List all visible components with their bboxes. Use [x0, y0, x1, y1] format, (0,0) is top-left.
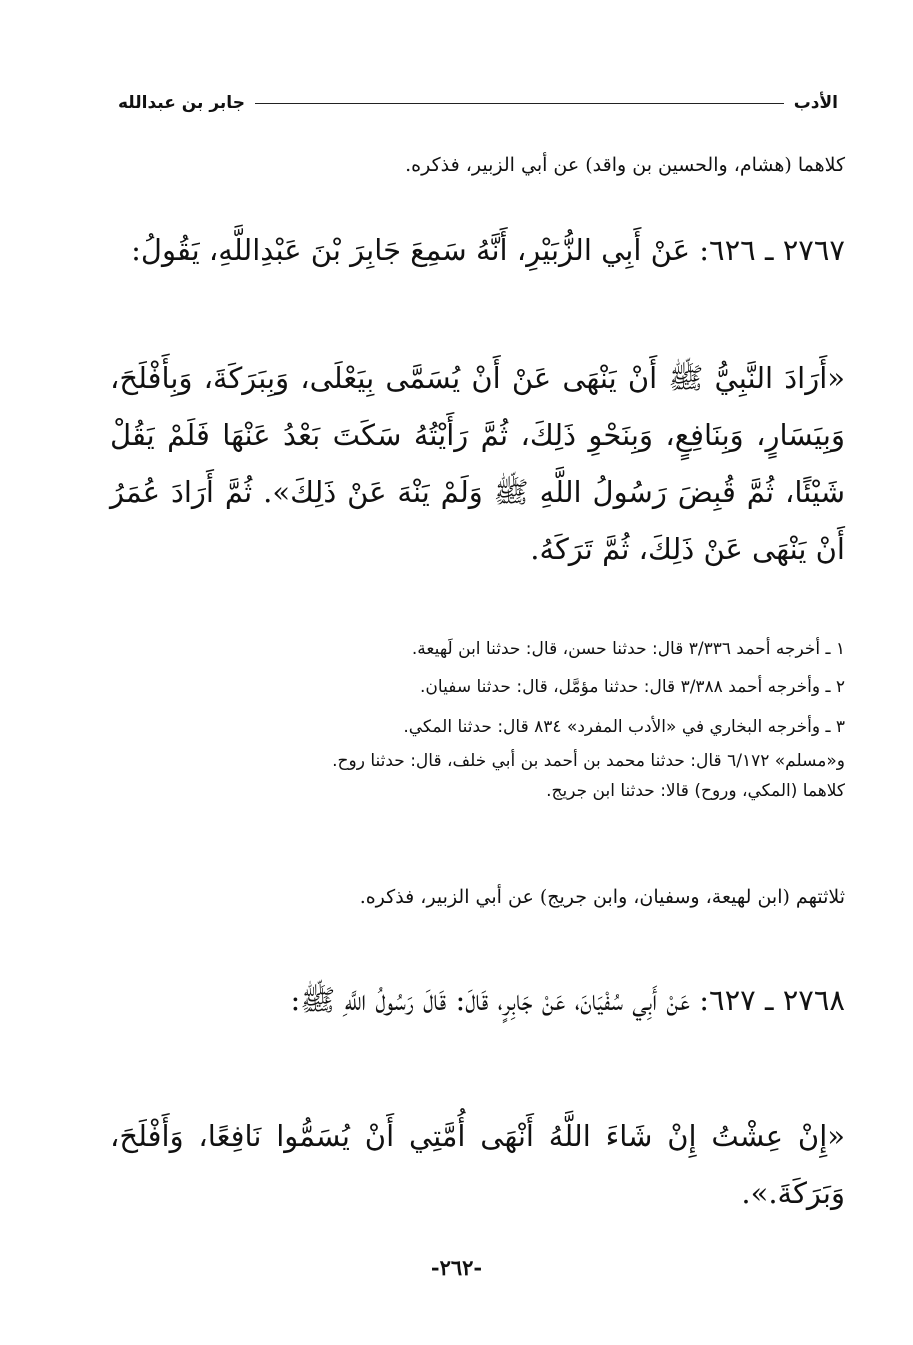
- note-2: ٢ ـ وأخرجه أحمد ٣/٣٨٨ قال: حدثنا مؤمَّل، قال: حدثنا سفيان.: [420, 677, 845, 697]
- hadith-2768-heading-text: ٢٧٦٨ ـ ٦٢٧: عَنْ أَبِي سُفْيَانَ، عَنْ جَابِرٍ، قَالَ: قَالَ رَسُولُ اللَّهِ ﷺ:: [290, 983, 845, 1017]
- hadith-2768-text: «إِنْ عِشْتُ إِنْ شَاءَ اللَّهُ أَنْهَى أُمَّتِي أَنْ يُسَمُّوا نَافِعًا، وَأَفْلَحَ، وَبَرَكَةَ.».: [110, 1119, 845, 1210]
- intro-text: كلاهما (هشام، والحسين بن واقد) عن أبي الزبير، فذكره.: [405, 154, 845, 176]
- page-number: -٢٦٢-: [430, 1255, 483, 1280]
- note-1: ١ ـ أخرجه أحمد ٣/٣٣٦ قال: حدثنا حسن، قال: حدثنا ابن لَهيعة.: [411, 639, 845, 659]
- header-narrator: جابر بن عبدالله: [118, 93, 245, 113]
- takhrij-notes: [110, 630, 865, 806]
- hadith-2767-heading-text: ٢٧٦٧ ـ ٦٢٦: عَنْ أَبِي الزُّبَيْرِ، أَنَّهُ سَمِعَ جَابِرَ بْنَ عَبْدِاللَّهِ، يَقُولُ:: [131, 233, 845, 267]
- note-3: ٣ ـ وأخرجه البخاري في «الأدب المفرد» ٨٣٤ قال: حدثنا المكي.: [403, 717, 845, 737]
- header-rule: [255, 103, 784, 104]
- hadith-2767-heading: [110, 222, 845, 279]
- running-header: [118, 88, 838, 118]
- hadith-2767-text: «أَرَادَ النَّبِيُّ ﷺ أَنْ يَنْهَى عَنْ أَنْ يُسَمَّى بِيَعْلَى، وَبِبَرَكَةَ، وَبِأَفْلَحَ، وَبِيَسَارٍ، وَبِنَافِعٍ، وَبِنَحْوِ ذَلِكَ، ثُمَّ رَأَيْتُهُ سَكَتَ بَعْدُ عَنْهَا فَلَمْ يَقُلْ شَيْئًا، ثُمَّ قُبِضَ رَسُولُ اللَّهِ ﷺ وَلَمْ يَنْهَ عَنْ ذَلِكَ». ثُمَّ أَرَادَ عُمَرُ أَنْ يَنْهَى عَنْ ذَلِكَ، ثُمَّ تَرَكَهُ.: [110, 361, 845, 566]
- header-chapter: الأدب: [793, 93, 838, 113]
- hadith-2767-body: [110, 350, 845, 578]
- hadith-2768-heading: [110, 972, 845, 1029]
- intro-line: [110, 150, 865, 180]
- note-5: كلاهما (المكي، وروح) قالا: حدثنا ابن جريج.: [546, 781, 845, 801]
- summary-line: [110, 882, 865, 912]
- note-4: و«مسلم» ٦/١٧٢ قال: حدثنا محمد بن أحمد بن أبي خلف، قال: حدثنا روح.: [332, 751, 845, 771]
- hadith-2768-body: [110, 1108, 845, 1222]
- summary-text: ثلاثتهم (ابن لهيعة، وسفيان، وابن جريج) عن أبي الزبير، فذكره.: [359, 886, 845, 908]
